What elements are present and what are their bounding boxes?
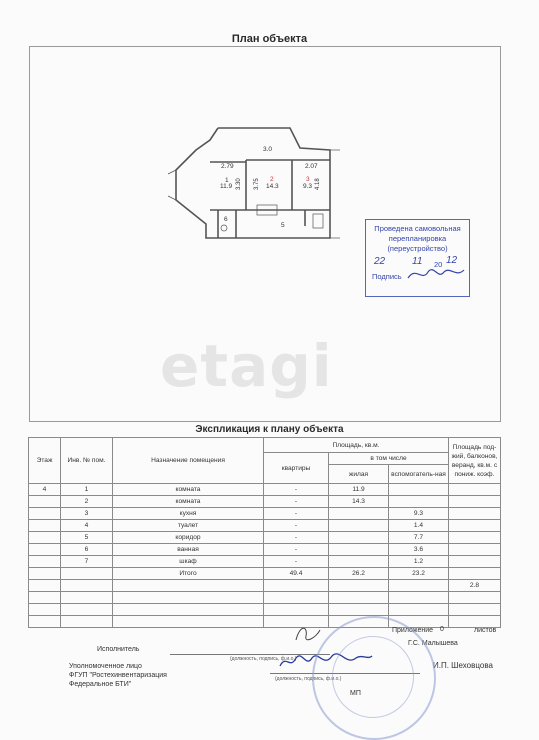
cell-num: 4 <box>61 520 113 532</box>
cell-living <box>329 592 389 604</box>
auth-line3: Федеральное БТИ" <box>69 681 132 688</box>
cell-aux: 23.2 <box>389 568 449 580</box>
table-row <box>29 532 501 544</box>
stamp-day: 22 <box>374 256 386 267</box>
sign-caption-1: (должность, подпись, ф.и.о.) <box>230 656 297 662</box>
cell-num <box>61 616 113 628</box>
cell-name: комната <box>113 496 264 508</box>
table-row <box>29 556 501 568</box>
left-v-dim: 3.30 <box>236 178 242 190</box>
room2-area: 14.3 <box>266 183 279 190</box>
cell-num: 5 <box>61 532 113 544</box>
cell-aux: 1.2 <box>389 556 449 568</box>
cell-flat: - <box>264 556 329 568</box>
cell-living <box>329 520 389 532</box>
cell-num: 2 <box>61 496 113 508</box>
cell-aux <box>389 592 449 604</box>
cell-balc <box>449 496 501 508</box>
header-floor: Этаж <box>29 438 61 484</box>
table-row <box>29 592 501 604</box>
cell-num <box>61 568 113 580</box>
stamp-signature <box>406 264 466 284</box>
cell-floor <box>29 508 61 520</box>
header-balcony: Площадь под-жий, балконов, веранд, кв.м. с пониж. коэф. <box>449 438 501 484</box>
stamp-sign-label: Подпись <box>372 272 402 281</box>
cell-balc <box>449 556 501 568</box>
cell-num <box>61 592 113 604</box>
explication-table <box>28 437 501 628</box>
cell-floor <box>29 580 61 592</box>
header-inv: Инв. № пом. <box>61 438 113 484</box>
stamp-line1: Проведена самовольная <box>374 224 461 233</box>
cell-floor <box>29 532 61 544</box>
room1-num: 1 <box>225 177 229 184</box>
auth-line1: Уполномоченное лицо <box>69 663 142 670</box>
sign-caption-2: (должность, подпись, ф.и.о.) <box>275 676 342 682</box>
table-row <box>29 520 501 532</box>
cell-balc <box>449 532 501 544</box>
cell-flat: 49.4 <box>264 568 329 580</box>
room1-dim: 2.79 <box>221 163 234 170</box>
cell-balc <box>449 520 501 532</box>
cell-name <box>113 616 264 628</box>
table-row <box>29 544 501 556</box>
room1-area: 11.9 <box>220 183 233 190</box>
cell-balc <box>449 544 501 556</box>
stamp-line3: (переустройство) <box>387 244 448 253</box>
cell-floor <box>29 616 61 628</box>
cell-num <box>61 604 113 616</box>
cell-balc <box>449 508 501 520</box>
cell-floor <box>29 604 61 616</box>
cell-num <box>61 580 113 592</box>
table-row <box>29 568 501 580</box>
cell-aux <box>389 484 449 496</box>
bath-num: 6 <box>224 216 228 223</box>
cell-floor <box>29 556 61 568</box>
right-v-dim: 4.18 <box>315 178 321 190</box>
cell-aux: 1.4 <box>389 520 449 532</box>
stamp-month: 11 <box>412 256 423 267</box>
stamp-line2: перепланировка <box>388 234 447 243</box>
cell-balc: 2.8 <box>449 580 501 592</box>
cell-balc <box>449 484 501 496</box>
cell-floor <box>29 592 61 604</box>
cell-balc <box>449 604 501 616</box>
cell-flat: - <box>264 544 329 556</box>
redevelopment-stamp <box>365 219 470 297</box>
cell-balc <box>449 592 501 604</box>
room3-area: 9.3 <box>303 183 313 190</box>
room2-num: 2 <box>270 176 274 183</box>
cell-flat: - <box>264 496 329 508</box>
table-title: Экспликация к плану объекта <box>195 424 344 435</box>
cell-living <box>329 532 389 544</box>
cell-living <box>329 508 389 520</box>
table-row <box>29 484 501 496</box>
cell-aux <box>389 580 449 592</box>
attach-count: 0 <box>440 626 444 633</box>
watermark: etagi <box>160 332 333 400</box>
table-row <box>29 604 501 616</box>
cell-balc <box>449 568 501 580</box>
auth-line2: ФГУП "Ростехинвентаризация <box>69 672 167 679</box>
cell-balc <box>449 616 501 628</box>
cell-num: 6 <box>61 544 113 556</box>
attach-label: Приложение <box>392 627 434 634</box>
cell-floor: 4 <box>29 484 61 496</box>
cell-flat: - <box>264 484 329 496</box>
executor-label: Исполнитель <box>97 646 140 653</box>
cell-name: комната <box>113 484 264 496</box>
table-row <box>29 496 501 508</box>
auth-name: И.П. Шеховцова <box>433 661 493 670</box>
cell-aux: 3.6 <box>389 544 449 556</box>
cell-name: Итого <box>113 568 264 580</box>
cell-floor <box>29 496 61 508</box>
cell-living: 26.2 <box>329 568 389 580</box>
cell-living <box>329 556 389 568</box>
corridor-num: 5 <box>281 222 285 229</box>
room3-dim: 2.07 <box>305 163 318 170</box>
cell-flat: - <box>264 520 329 532</box>
cell-name: ванная <box>113 544 264 556</box>
table-row <box>29 508 501 520</box>
official-seal-inner <box>332 636 414 718</box>
cell-name: коридор <box>113 532 264 544</box>
cell-living: 14.3 <box>329 496 389 508</box>
table-row <box>29 616 501 628</box>
stamp-year-hand: 12 <box>446 255 458 266</box>
cell-aux: 7.7 <box>389 532 449 544</box>
cell-name <box>113 604 264 616</box>
cell-aux <box>389 604 449 616</box>
cell-living <box>329 580 389 592</box>
header-living: жилая <box>329 465 389 484</box>
cell-num: 1 <box>61 484 113 496</box>
cell-living <box>329 604 389 616</box>
mp-label: МП <box>350 690 361 697</box>
header-aux: вспомогатель-ная <box>389 465 449 484</box>
cell-aux: 9.3 <box>389 508 449 520</box>
cell-floor <box>29 568 61 580</box>
cell-name: кухня <box>113 508 264 520</box>
cell-num: 3 <box>61 508 113 520</box>
attach-sheets: листов <box>474 627 497 634</box>
header-flat: квартиры <box>264 453 329 484</box>
stamp-year: 20 <box>434 260 443 269</box>
room2-v-dim: 3.75 <box>254 178 260 190</box>
cell-flat <box>264 604 329 616</box>
page-title: План объекта <box>231 33 308 45</box>
cell-name <box>113 592 264 604</box>
cell-flat <box>264 580 329 592</box>
table-row <box>29 580 501 592</box>
cell-name <box>113 580 264 592</box>
cell-floor <box>29 544 61 556</box>
header-area: Площадь, кв.м. <box>264 438 449 453</box>
top-mid-dim: 3.0 <box>263 146 273 153</box>
cell-flat <box>264 592 329 604</box>
cell-aux <box>389 496 449 508</box>
header-purpose: Назначение помещения <box>113 438 264 484</box>
cell-living <box>329 544 389 556</box>
cell-name: шкаф <box>113 556 264 568</box>
cell-num: 7 <box>61 556 113 568</box>
executor-name: Г.С. Малышева <box>408 640 458 647</box>
cell-flat: - <box>264 508 329 520</box>
cell-living: 11.9 <box>329 484 389 496</box>
cell-floor <box>29 520 61 532</box>
header-incl: в том числе <box>329 453 449 465</box>
cell-flat: - <box>264 532 329 544</box>
room3-num: 3 <box>306 176 310 183</box>
cell-name: туалет <box>113 520 264 532</box>
